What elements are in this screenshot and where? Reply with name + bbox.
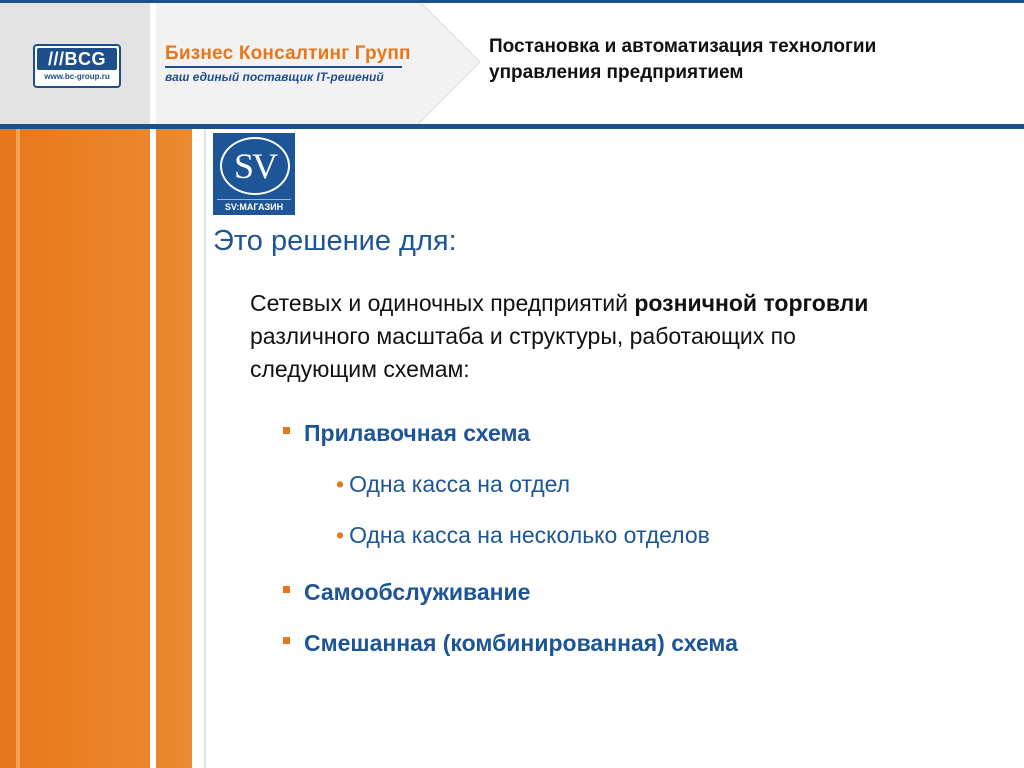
description-text	[250, 287, 910, 386]
company-name: Бизнес Консалтинг Групп	[165, 43, 411, 64]
scheme-label: Смешанная (комбинированная) схема	[304, 630, 738, 656]
description-part2: различного масштаба и структуры, работающих по следующим схемам:	[250, 323, 796, 382]
header-left-divider	[150, 0, 156, 124]
page-title-line2: управления предприятием	[489, 62, 744, 83]
sv-magazin-logo	[213, 133, 295, 215]
orange-square-icon	[283, 637, 290, 644]
scheme-item	[283, 630, 738, 657]
description-part1: Сетевых и одиночных предприятий	[250, 290, 635, 316]
description-bold: розничной торговли	[634, 290, 869, 316]
company-tagline: ваш единый поставщик IT-решений	[165, 70, 384, 84]
scheme-label: Самообслуживание	[304, 579, 531, 605]
sub-item-label: Одна касса на несколько отделов	[349, 522, 710, 548]
sub-item	[336, 471, 570, 498]
scheme-item	[283, 579, 530, 606]
orange-dot-icon: •	[336, 522, 345, 548]
page-title-line1: Постановка и автоматизация технологии	[489, 36, 877, 57]
bcg-logo	[33, 44, 121, 88]
orange-dot-icon: •	[336, 471, 345, 497]
orange-square-icon	[283, 427, 290, 434]
sv-logo-line	[217, 199, 291, 200]
sv-logo-caption: SV:МАГАЗИН	[224, 202, 284, 212]
company-underline	[165, 66, 402, 68]
sv-logo-mark: SV	[220, 137, 290, 195]
header-rule	[0, 124, 1024, 129]
bcg-logo-mark: ///BCG	[37, 48, 117, 70]
header-arrow-shape	[410, 0, 480, 124]
top-rule	[0, 0, 1024, 3]
orange-square-icon	[283, 586, 290, 593]
bcg-logo-url: www.bc-group.ru	[44, 72, 110, 81]
page-title	[489, 34, 989, 86]
sub-item	[336, 522, 710, 549]
scheme-label: Прилавочная схема	[304, 420, 530, 446]
sub-item-label: Одна касса на отдел	[349, 471, 571, 497]
section-subtitle: Это решение для:	[213, 225, 457, 257]
scheme-item	[283, 420, 530, 447]
